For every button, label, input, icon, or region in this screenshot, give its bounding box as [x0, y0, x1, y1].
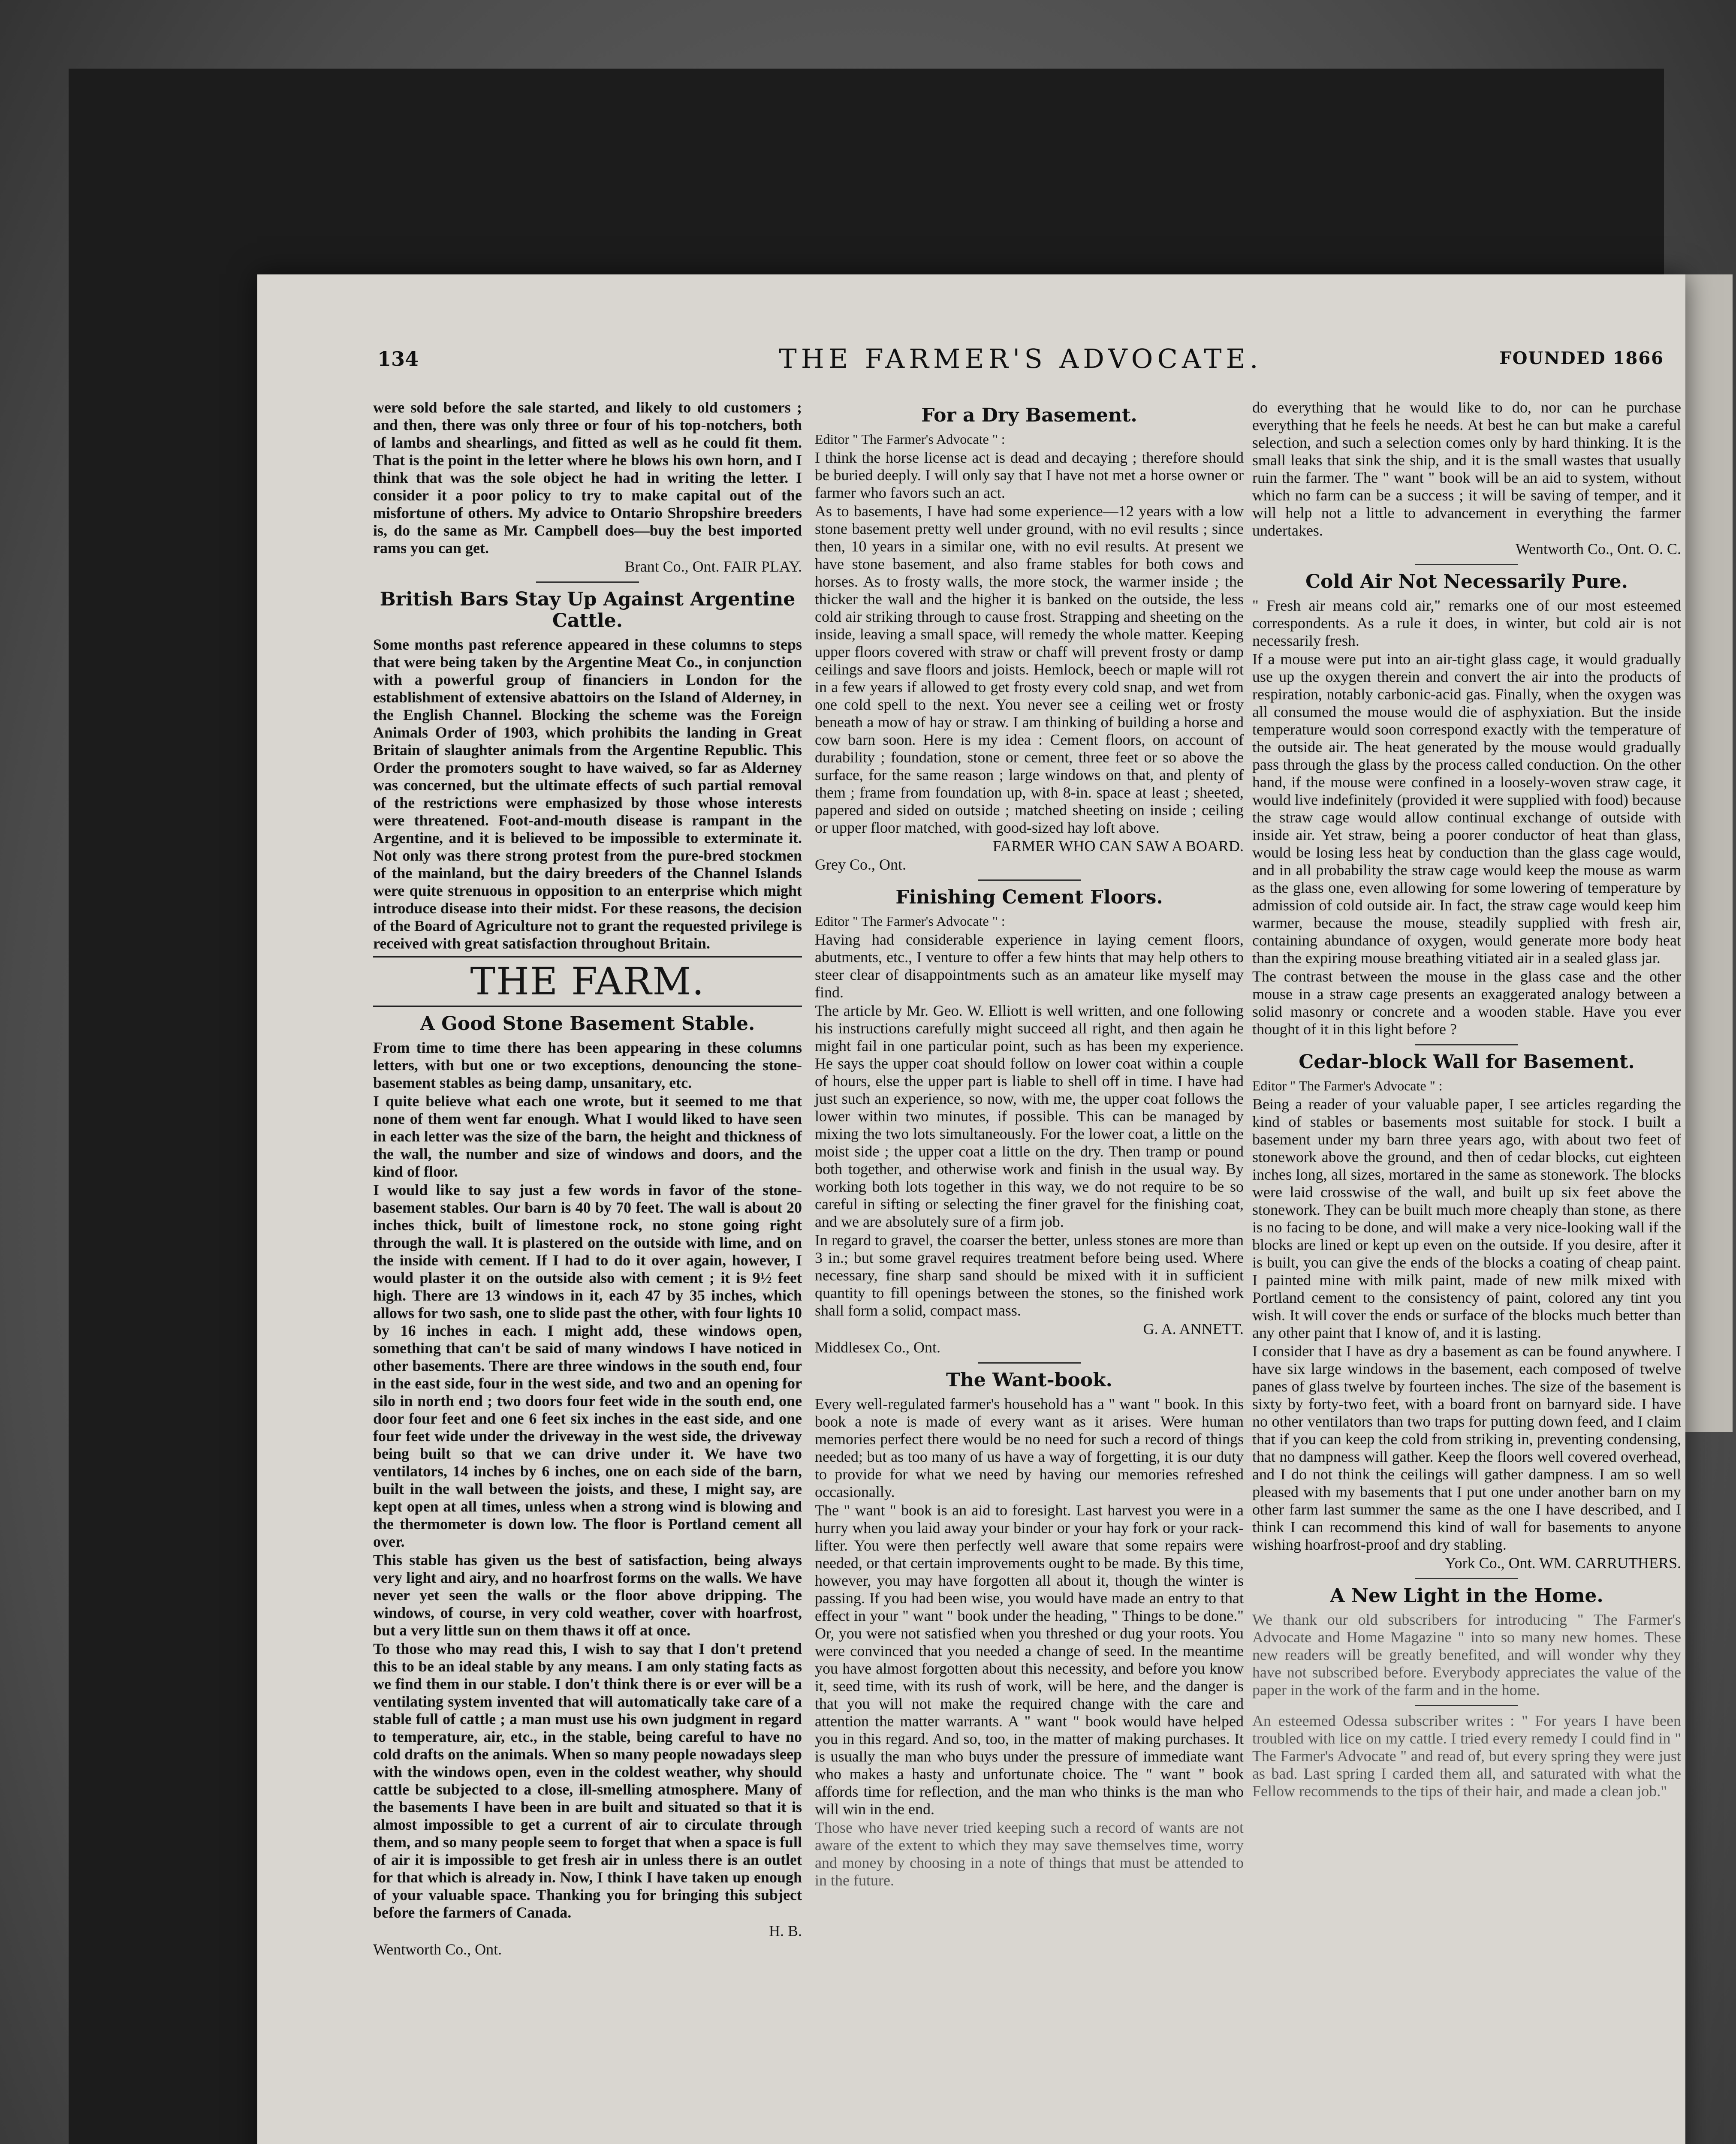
article-paragraph: I would like to say just a few words in favor of the stone-basement stables. Our barn is 40 by 70 feet. The wall is about 20 inches thick, built of limestone rock, no stone going right through the wall. It is plastered on the outside with lime, and on the inside with cement. If I had to do it over again, however, I would plaster it on the outside also with cement ; it is 9½ feet high. There are 13 windows in it, each 47 by 35 inches, which allows for two sash, one to slide past the other, with four lights 10 by 16 inches in each. I might add, these windows open, something that can't be said of many windows I have noticed in other basements. There are three windows in the south end, four in the east side, four in the west side, and two and an opening for silo in north end ; two doors four feet wide in the south end, one door four feet and one 6 feet six inches in the east side, and one four feet wide under the driveway in the west side, the driveway being built so that we can drive under it. We have two ventilators, 14 inches by 6 inches, one on each side of the barn, built in the wall between the joists, and these, I might say, are kept open at all times, unless when a strong wind is blowing and the thermometer is down low. The floor is Portland cement all over.	[373, 1181, 802, 1550]
article-heading: Cold Air Not Necessarily Pure.	[1305, 571, 1628, 593]
article-paragraph: From time to time there has been appearing in these columns letters, with but one or two exceptions, denouncing the stone-basement stables as being damp, unsanitary, etc.	[373, 1039, 802, 1091]
divider	[1415, 564, 1518, 565]
divider	[1415, 1044, 1518, 1045]
article-paragraph: As to basements, I have had some experience—12 years with a low stone basement pretty well under ground, with no evil results ; since then, 10 years in a similar one, with no evil results. At present we have stone basement, and also frame stables for both cows and horses. As to frosty walls, the more stock, the warmer inside ; the thicker the wall and the higher it is banked on the outside, the less cold air striking through to cause frost. Strapping and sheeting on the inside, leaving a small space, will remedy the whole matter. Keeping upper floors covered with straw or chaff will prevent frosty or damp ceilings and save floors and joists. Hemlock, beech or maple will rot in a few years if allowed to get frosty every cold snap, and wet from one cold spell to the next. You never see a ceiling wet or frosty beneath a mow of hay or straw. I am thinking of building a horse and cow barn soon. Here is my idea : Cement floors, on account of durability ; foundation, stone or cement, three feet or so above the surface, for the same reason ; large windows on that, and plenty of them ; frame from foundation up, with 8-in. space at least ; sheeted, papered and sided on outside ; matched sheeting on inside ; ceiling or upper floor matched, with good-sized hay loft above.	[815, 503, 1244, 836]
article-paragraph: Those who have never tried keeping such a record of wants are not aware of the extent to which they may save themselves time, worry and money by choosing in a note of things that must be attended to in the future.	[815, 1819, 1244, 1889]
editor-salutation: Editor " The Farmer's Advocate " :	[815, 431, 1005, 447]
article-paragraph: Some months past reference appeared in these columns to steps that were being taken by the Argentine Meat Co., in conjunction with a powerful group of financiers in London for the establishment of extensive abattoirs on the Island of Alderney, in the English Channel. Blocking the scheme was the Foreign Animals Order of 1903, which prohibits the landing in Great Britain of slaughter animals from the Argentine Republic. This Order the promoters sought to have waived, so far as Alderney was concerned, but the ultimate effects of such partial removal of the restrictions were emphasized by those whose interests were threatened. Foot-and-mouth disease is rampant in the Argentine, and it is believed to be impossible to exterminate it. Not only was there strong protest from the pure-bred stockmen of the mainland, but the dairy breeders of the Channel Islands were quite strenuous in opposition to an enterprise which might introduce disease into their midst. For these reasons, the decision of the Board of Agriculture not to grant the requested privilege is received with great satisfaction throughout Britain.	[373, 636, 802, 952]
article-paragraph: " Fresh air means cold air," remarks one of our most esteemed correspondents. As a rule it does, in winter, but cold air is not necessarily fresh.	[1252, 597, 1681, 649]
article-paragraph: I think the horse license act is dead and decaying ; therefore should be buried deeply. I will only say that I have not met a horse owner or farmer who favors such an act.	[815, 449, 1244, 501]
article-paragraph: If a mouse were put into an air-tight glass cage, it would gradually use up the oxygen therein and convert the air into the products of respiration, notably carbonic-acid gas. Finally, when the oxygen was all consumed the mouse would die of asphyxiation. But the inside temperature would soon correspond exactly with the temperature of the outside air. The heat generated by the mouse would gradually pass through the glass by the process called conduction. On the other hand, if the mouse were confined in a loosely-woven straw cage, it would live indefinitely (provided it were supplied with food) because the straw cage would allow continual exchange of outside with inside air. Yet straw, being a poorer conductor of heat than glass, would be losing less heat by conduction than the glass cage would, and in all probability the straw cage would keep the mouse as warm as the glass one, even allowing for some lowering of temperature by admission of cold outside air. In fact, the straw cage would keep him warmer, because the mouse, steadily supplied with fresh air, containing abundance of oxygen, would generate more body heat than the expiring mouse breathing vitiated air in a sealed glass jar.	[1252, 650, 1681, 967]
article-paragraph: In regard to gravel, the coarser the better, unless stones are more than 3 in.; but some gravel requires treatment before being used. Where necessary, fine sharp sand should be mixed with it in sufficient quantity to fill openings between the stones, so the finished work shall form a solid, compact mass.	[815, 1232, 1244, 1319]
divider	[1415, 1705, 1518, 1706]
location-line: Grey Co., Ont.	[815, 856, 906, 873]
article-paragraph: We thank our old subscribers for introducing " The Farmer's Advocate and Home Magazine " into so many new homes. These new readers will be greatly benefited, and will wonder why they have not subscribed before. Everybody appreciates the value of the paper in the work of the farm and in the home.	[1252, 1611, 1681, 1698]
signature: G. A. ANNETT.	[1143, 1320, 1244, 1337]
article-paragraph: I consider that I have as dry a basement as can be found anywhere. I have six large windows in the basement, each composed of twelve panes of glass twelve by fourteen inches. The size of the basement is sixty by forty-two feet, with a board front on barnyard side. I have no other ventilators than two traps for putting down feed, and I claim that if you can keep the cold from striking in, preventing condensing, that no dampness will gather. Keep the floors well covered overhead, and I do not think the ceilings will gather dampness. I am so well pleased with my basements that I put one under another barn on my other farm last summer the same as the one I have described, and I think I can recommend this kind of wall for basements to anyone wishing hoarfrost-proof and dry stabling.	[1252, 1343, 1681, 1553]
divider	[1415, 1578, 1518, 1579]
column-2	[815, 399, 1244, 1890]
section-heading: THE FARM.	[373, 956, 802, 1007]
article-paragraph: Having had considerable experience in laying cement floors, abutments, etc., I venture to offer a few hints that may help others to steer clear of disappointments such as an amateur like myself may find.	[815, 931, 1244, 1001]
location-line: Wentworth Co., Ont.	[373, 1941, 502, 1958]
article-paragraph: The article by Mr. Geo. W. Elliott is well written, and one following his instructions carefully might succeed all right, and then again he might fail in one particular point, such as has been my experience. He says the upper coat should follow on lower coat within a couple of hours, else the upper part is liable to shell off in time. I have had just such an experience, so now, with me, the upper coat follows the lower within two minutes, if possible. This can be managed by mixing the two lots simultaneously. For the lower coat, a little on the moist side ; the upper coat a little on the dry. Then tramp or pound both together, and otherwise work and finish in the usual way. By working both lots together in this way, we do not require to be so careful in sifting or selecting the finer gravel for the finishing coat, and we are absolutely sure of a firm job.	[815, 1002, 1244, 1230]
article-heading: A Good Stone Basement Stable.	[420, 1013, 755, 1035]
article-paragraph: This stable has given us the best of satisfaction, being always very light and airy, and no hoarfrost forms on the walls. We have never yet seen the walls or the floor above dripping. The windows, of course, in very cold weather, cover with hoarfrost, but a very little sun on them thaws it off at once.	[373, 1551, 802, 1639]
editor-salutation: Editor " The Farmer's Advocate " :	[815, 913, 1005, 929]
signature: Wentworth Co., Ont. O. C.	[1515, 540, 1681, 557]
page-number: 134	[377, 347, 419, 370]
signature: York Co., Ont. WM. CARRUTHERS.	[1445, 1554, 1681, 1572]
article-heading: For a Dry Basement.	[921, 404, 1137, 426]
newspaper-page	[257, 274, 1685, 2144]
page-header	[377, 339, 1664, 386]
article-paragraph: An esteemed Odessa subscriber writes : " For years I have been troubled with lice on my cattle. I tried every remedy I could find in " The Farmer's Advocate " and read of, but every spring they were just as bad. Last spring I carded them all, and saturated with what the Fellow recommends to the tips of their hair, and made a clean job."	[1252, 1712, 1681, 1800]
signature: Brant Co., Ont. FAIR PLAY.	[624, 558, 802, 575]
divider	[978, 1362, 1081, 1364]
article-paragraph: Every well-regulated farmer's household has a " want " book. In this book a note is made of every want as it arises. Were human memories perfect there would be no need for such a record of things needed; but as too many of us have a way of forgetting, it is our duty to provide for what we need by having our memories refreshed occasionally.	[815, 1395, 1244, 1500]
article-paragraph: To those who may read this, I wish to say that I don't pretend this to be an ideal stable by any means. I am only stating facts as we find them in our stable. I don't think there is or ever will be a ventilating system invented that will automatically take care of a stable full of cattle ; a man must use his own judgment in regard to temperature, air, etc., in the stable, being careful to have no cold drafts on the animals. When so many people nowadays sleep with the windows open, even in the coldest weather, why should cattle be subjected to a close, ill-smelling atmosphere. Many of the basements I have been in are built and situated so that it is almost impossible to get a current of air to circulate through them, and so many people seem to forget that when a space is full of air it is impossible to get fresh air in unless there is an outlet for that which is already in. Now, I think I have taken up enough of your valuable space. Thanking you for bringing this subject before the farmers of Canada.	[373, 1640, 802, 1921]
adjacent-page-edge	[1685, 274, 1733, 1432]
article-paragraph: were sold before the sale started, and likely to old customers ; and then, there was only three or four of his top-notchers, both of lambs and shearlings, and fitted as well as he could fit them. That is the point in the letter where he blows his own horn, and I think that was the sole object he had in writing the letter. I consider it a poor policy to try to make capital out of the misfortune of others. My advice to Ontario Shropshire breeders is, do the same as Mr. Campbell does—buy the best imported rams you can get.	[373, 399, 802, 557]
article-paragraph: do everything that he would like to do, nor can he purchase everything that he feels he needs. At best he can but make a careful selection, and such a selection comes only by hard thinking. It is the small leaks that sink the ship, and it is the small wastes that usually ruin the farmer. The " want " book will be an aid to system, without which no farm can be a success ; it will be saving of temper, and it will help not a little to advancement in everything the farmer undertakes.	[1252, 399, 1681, 539]
signature: FARMER WHO CAN SAW A BOARD.	[992, 837, 1244, 855]
masthead: THE FARMER'S ADVOCATE.	[779, 343, 1263, 374]
article-paragraph: I quite believe what each one wrote, but it seemed to me that none of them went far enough. What I would liked to have seen in each letter was the size of the barn, the height and thickness of the wall, the number and size of windows and doors, and the kind of floor.	[373, 1093, 802, 1180]
article-heading: A New Light in the Home.	[1330, 1585, 1603, 1607]
founded-note: FOUNDED 1866	[1499, 348, 1664, 368]
editor-salutation: Editor " The Farmer's Advocate " :	[1252, 1078, 1443, 1093]
article-heading: Cedar-block Wall for Basement.	[1299, 1051, 1635, 1073]
divider	[536, 581, 639, 583]
article-heading: Finishing Cement Floors.	[895, 886, 1163, 908]
article-paragraph: The contrast between the mouse in the glass case and the other mouse in a straw cage presents an exaggerated analogy between a solid masonry or concrete and a wooden stable. Have you ever thought of it in this light before ?	[1252, 968, 1681, 1038]
article-paragraph: Being a reader of your valuable paper, I see articles regarding the kind of stables or basements most suitable for stock. I built a basement under my barn three years ago, with about two feet of stonework above the ground, and then of cedar blocks, cut eighteen inches long, all sizes, mortared in the same as stonework. The blocks were laid crosswise of the wall, and built up six feet above the stonework. They can be built much more cheaply than stone, as there is no facing to be done, and will make a very nice-looking wall if the blocks are lined or kept up even on the outside. If you desire, after it is built, you can give the ends of the blocks a coating of cheap paint. I painted mine with milk paint, made of new milk mixed with Portland cement to the consistency of paint, colored any tint you wish. It will cover the ends or surface of the blocks much better than any other paint that I know of, and it is lasting.	[1252, 1096, 1681, 1341]
article-heading: British Bars Stay Up Against Argentine Cattle.	[380, 588, 796, 632]
column-3	[1252, 399, 1681, 1801]
column-1	[373, 399, 802, 1959]
location-line: Middlesex Co., Ont.	[815, 1339, 940, 1356]
article-paragraph: The " want " book is an aid to foresight. Last harvest you were in a hurry when you laid away your binder or your hay fork or your rack-lifter. You were then perfectly well aware that some repairs were needed, or that certain improvements ought to be made. By this time, however, you may have forgotten all about it, though the winter is passing. If you had been wise, you would have made an entry to that effect in your " want " book under the heading, " Things to be done." Or, you were not satisfied when you threshed or dug your roots. You were convinced that you needed a change of seed. In the meantime you have almost forgotten about this necessity, and before you know it, seed time, with its rush of work, will be here, and the danger is that you will not make the required change with the care and attention the matter warrants. A " want " book would have helped you in this regard. And so, too, in the matter of making purchases. It is usually the man who buys under the pressure of immediate want who makes a hasty and unfortunate choice. The " want " book affords time for reflection, and the man who thinks is the man who will win in the end.	[815, 1502, 1244, 1818]
article-heading: The Want-book.	[946, 1369, 1112, 1391]
signature: H. B.	[769, 1922, 802, 1939]
divider	[978, 879, 1081, 881]
